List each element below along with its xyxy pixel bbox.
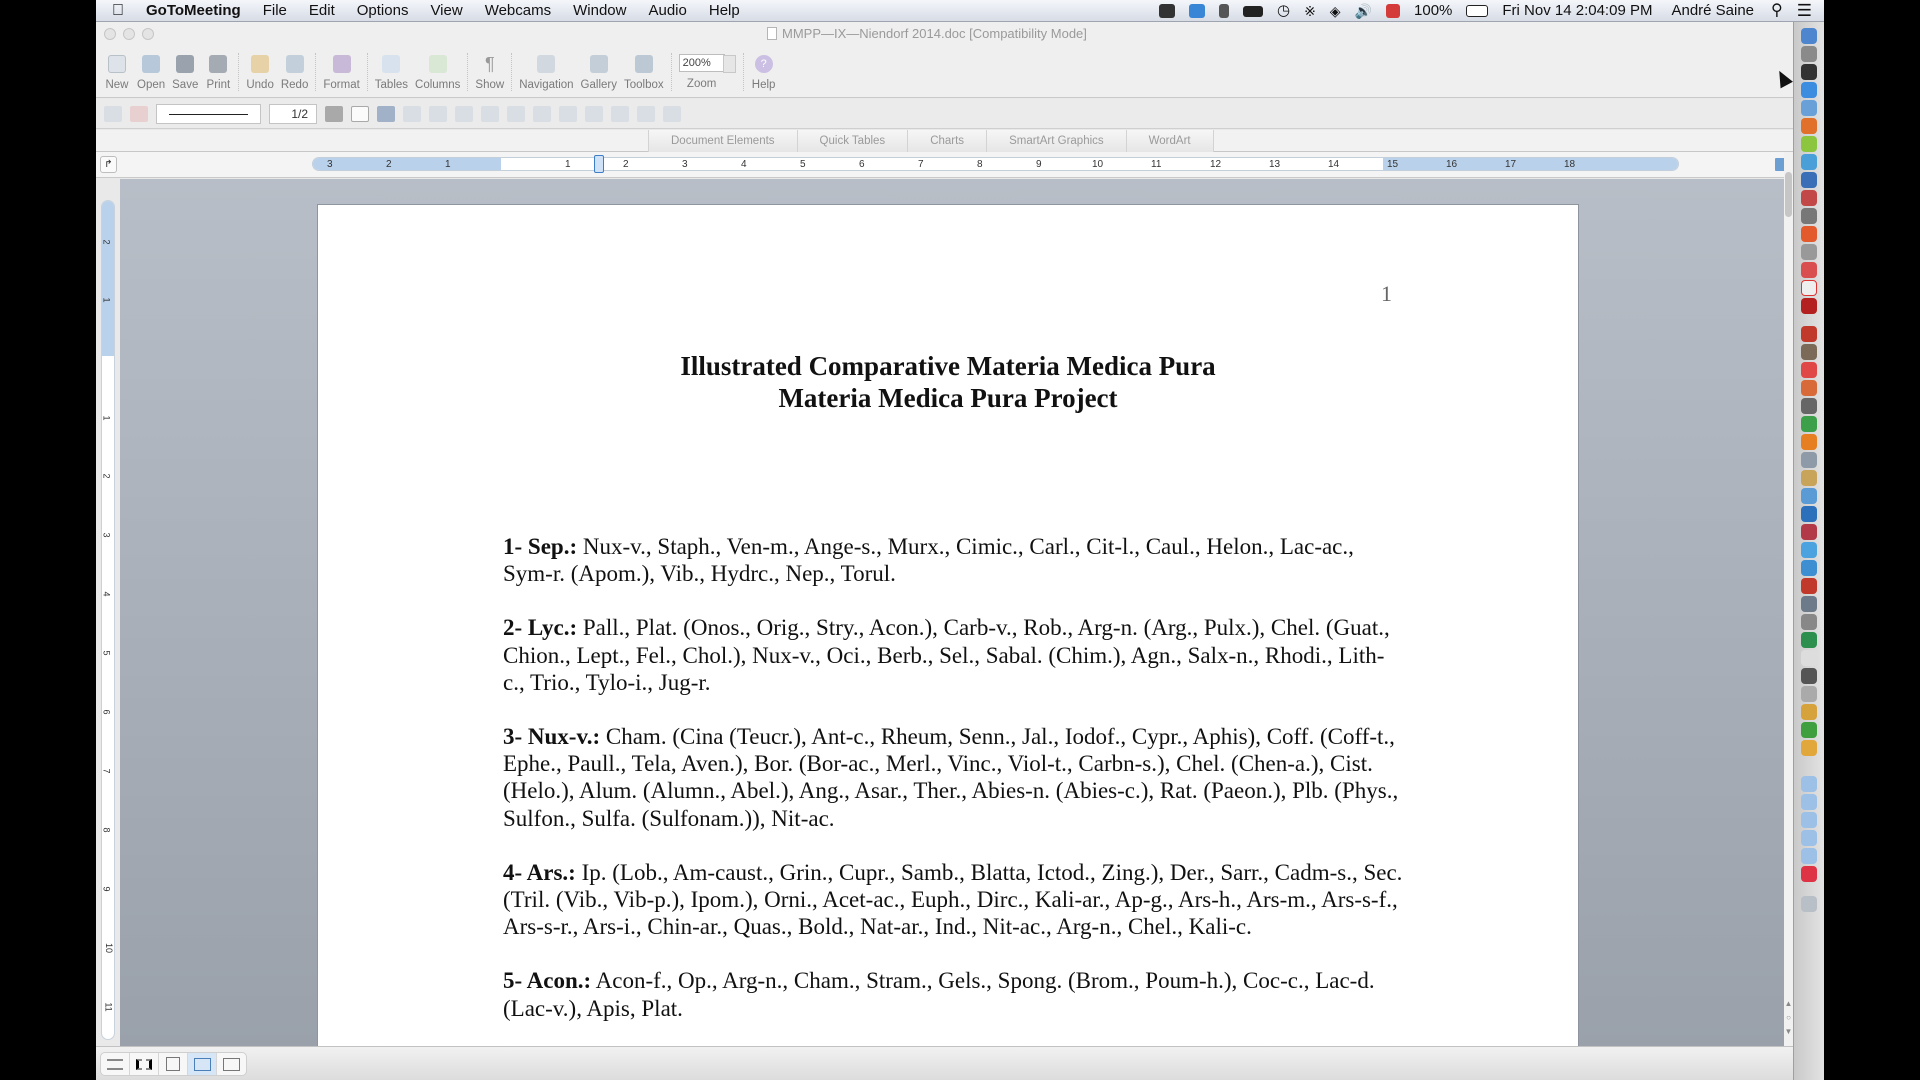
app-icon[interactable] bbox=[1801, 506, 1817, 522]
print-layout-icon bbox=[194, 1058, 211, 1071]
ruler-label: 8 bbox=[101, 827, 112, 833]
window-title-text: MMPP—IX—Niendorf 2014.doc [Compatibility Mode] bbox=[782, 26, 1087, 41]
user-name[interactable]: André Saine bbox=[1671, 2, 1755, 19]
text-direction-icon[interactable] bbox=[585, 106, 603, 122]
gallery-icon bbox=[590, 55, 608, 73]
toolbox-button[interactable]: Toolbox bbox=[624, 48, 664, 91]
toolbar-separator bbox=[315, 53, 316, 91]
folder-icon[interactable] bbox=[1801, 812, 1817, 828]
right-margin-region bbox=[1383, 158, 1679, 171]
border-color-icon[interactable] bbox=[325, 106, 343, 122]
remedy-text: Pall., Plat. (Onos., Orig., Stry., Acon.), Carb-v., Rob., Arg-n. (Arg., Pulx.), Chel. (Guat., Chion., Lept., Fel., Chol.), Nux-v., Oci., Berb., Sel., Sabal. (Chim.), Agn., Salx-n., Rhodi., Lith-c., Trio., Tylo-i., Jug-r. bbox=[503, 615, 1390, 695]
document-body[interactable] bbox=[503, 533, 1403, 1049]
format-button[interactable]: Format bbox=[323, 48, 359, 91]
notification-center-icon[interactable]: ☰ bbox=[1796, 1, 1812, 20]
page-number: 1 bbox=[1381, 281, 1392, 306]
ruler-label: 1 bbox=[445, 159, 451, 170]
open-button[interactable]: Open bbox=[137, 48, 165, 91]
document-icon bbox=[767, 27, 777, 40]
ribbon bbox=[96, 130, 1793, 152]
remedy-heading: 4- Ars.: bbox=[503, 859, 576, 885]
remedy-paragraph bbox=[503, 614, 1403, 696]
ruler-label: 6 bbox=[859, 159, 865, 170]
tab-wordart[interactable]: WordArt bbox=[1126, 130, 1214, 152]
tab-stop-selector[interactable]: ↱ bbox=[100, 156, 117, 173]
save-button[interactable]: Save bbox=[172, 48, 198, 91]
previous-page-icon[interactable]: ▲ bbox=[1784, 999, 1793, 1008]
draft-view-icon bbox=[107, 1059, 123, 1070]
menu-file[interactable]: File bbox=[262, 1, 287, 19]
new-button[interactable]: New bbox=[104, 48, 130, 91]
borders-icon[interactable] bbox=[351, 106, 369, 122]
browse-controls bbox=[1784, 997, 1793, 1039]
ruler-label: 5 bbox=[101, 650, 112, 656]
ruler-label: 10 bbox=[104, 942, 115, 954]
bluetooth-icon[interactable]: ※ bbox=[1304, 3, 1316, 19]
ruler-label: 2 bbox=[623, 159, 629, 170]
new-document-icon bbox=[108, 55, 126, 73]
app-icon[interactable] bbox=[1801, 542, 1817, 558]
app-icon[interactable] bbox=[1801, 416, 1817, 432]
formatting-toolbar bbox=[96, 99, 1793, 129]
trash-icon[interactable] bbox=[1801, 896, 1817, 912]
ruler-label: 7 bbox=[918, 159, 924, 170]
ruler-label: 3 bbox=[101, 532, 112, 538]
app-icon[interactable] bbox=[1801, 452, 1817, 468]
shading-icon[interactable] bbox=[377, 106, 395, 122]
standard-toolbar bbox=[96, 48, 1793, 98]
apple-menu-icon[interactable] bbox=[96, 2, 140, 20]
ruler-label: 5 bbox=[800, 159, 806, 170]
menu-audio[interactable]: Audio bbox=[648, 1, 687, 19]
wifi-icon[interactable]: ◈ bbox=[1329, 3, 1341, 19]
app-icon[interactable] bbox=[1801, 614, 1817, 630]
help-button[interactable]: ? Help bbox=[751, 48, 777, 91]
next-page-icon[interactable]: ▼ bbox=[1784, 1027, 1793, 1036]
remedy-text: Cham. (Cina (Teucr.), Ant-c., Rheum, Senn., Jal., Iodof., Cypr., Aphis), Coff. (Coff-t., Ephe., Paull., Tela, Aven.), Bor. (Bor-ac., Merl., Vinc., Viol-t., Carbn-s.), Chel. (Chen-a.), Cist. (Helo.), Alum. (Alumn., Abel.), Ang., Asar., Ther., Abies-n. (Abies-c.), Rat. (Paeon.), Plb. (Phys., Sulfon., Sulfa. (Sulfonam.)), Nit-ac. bbox=[503, 724, 1399, 831]
pilcrow-icon: ¶ bbox=[484, 53, 495, 74]
app-icon[interactable] bbox=[1801, 226, 1817, 242]
draft-view-button[interactable] bbox=[101, 1053, 130, 1075]
toolbar-separator bbox=[238, 53, 239, 91]
ruler-label: 16 bbox=[1446, 159, 1458, 170]
input-source-flag-icon[interactable] bbox=[1379, 0, 1407, 22]
notebook-layout-icon bbox=[223, 1058, 240, 1071]
time-machine-icon[interactable]: ◷ bbox=[1276, 2, 1291, 19]
ruler-label: 1 bbox=[101, 297, 112, 303]
word-icon[interactable] bbox=[1801, 172, 1817, 188]
remedy-paragraph bbox=[503, 723, 1403, 832]
ruler-label: 10 bbox=[1092, 159, 1104, 170]
distribute-columns-icon[interactable] bbox=[533, 106, 551, 122]
horizontal-ruler[interactable] bbox=[312, 157, 1679, 171]
print-button[interactable]: Print bbox=[205, 48, 231, 91]
navigation-button[interactable]: Navigation bbox=[519, 48, 573, 91]
checkmark-app-icon[interactable] bbox=[1152, 0, 1182, 22]
columns-icon bbox=[429, 55, 447, 73]
app-icon[interactable] bbox=[1801, 740, 1817, 756]
ruler-label: 13 bbox=[1269, 159, 1281, 170]
help-icon: ? bbox=[755, 55, 773, 73]
ruler-label: 3 bbox=[327, 159, 333, 170]
eraser-icon[interactable] bbox=[130, 106, 148, 122]
ruler-label: 15 bbox=[1387, 159, 1399, 170]
acrobat-icon[interactable] bbox=[1801, 280, 1817, 296]
app-icon[interactable] bbox=[1801, 208, 1817, 224]
toolbox-icon bbox=[635, 55, 653, 73]
left-margin-region bbox=[313, 158, 501, 171]
app-icon[interactable] bbox=[1801, 524, 1817, 540]
document-page[interactable] bbox=[318, 205, 1578, 1080]
ruler-label: 4 bbox=[101, 591, 112, 597]
app-icon[interactable] bbox=[1801, 362, 1817, 378]
ruler-label: 2 bbox=[101, 473, 112, 479]
window-title-bar bbox=[96, 22, 1793, 48]
autoformat-icon[interactable] bbox=[559, 106, 577, 122]
app-icon[interactable] bbox=[1801, 398, 1817, 414]
view-switcher bbox=[100, 1052, 247, 1076]
redo-icon bbox=[286, 55, 304, 73]
scrollbar-thumb[interactable] bbox=[1785, 172, 1792, 217]
finder-icon[interactable] bbox=[1801, 28, 1817, 44]
align-icon[interactable] bbox=[481, 106, 499, 122]
tab-charts[interactable]: Charts bbox=[907, 130, 986, 152]
ruler-label: 14 bbox=[1328, 159, 1340, 170]
window-title bbox=[767, 26, 1087, 41]
print-icon bbox=[209, 55, 227, 73]
print-layout-view-button[interactable] bbox=[188, 1053, 217, 1075]
app-icon[interactable] bbox=[1801, 344, 1817, 360]
title-line-2: Materia Medica Pura Project bbox=[778, 383, 1118, 413]
remedy-heading: 2- Lyc.: bbox=[503, 615, 578, 641]
app-icon[interactable] bbox=[1801, 650, 1817, 666]
menu-help[interactable]: Help bbox=[708, 1, 740, 19]
app-icon[interactable] bbox=[1801, 560, 1817, 576]
menu-app-name[interactable]: GoToMeeting bbox=[146, 1, 241, 19]
top-margin-region bbox=[102, 201, 115, 356]
safari-icon[interactable] bbox=[1801, 82, 1817, 98]
ruler-row bbox=[96, 152, 1793, 178]
toolbar-separator bbox=[367, 53, 368, 91]
window-controls bbox=[104, 28, 154, 40]
menu-webcams[interactable]: Webcams bbox=[484, 1, 552, 19]
tables-button[interactable]: Tables bbox=[375, 48, 408, 91]
undo-button[interactable]: Undo bbox=[246, 48, 274, 91]
remedy-paragraph bbox=[503, 533, 1403, 587]
document-canvas[interactable] bbox=[120, 179, 1784, 1046]
ruler-label: 11 bbox=[103, 1002, 114, 1012]
merge-cells-icon[interactable] bbox=[429, 106, 447, 122]
publishing-layout-view-button[interactable] bbox=[159, 1053, 188, 1075]
toolbar-separator bbox=[671, 53, 672, 91]
battery-icon[interactable] bbox=[1459, 0, 1495, 22]
open-folder-icon bbox=[142, 55, 160, 73]
select-browse-object-icon[interactable]: ○ bbox=[1786, 1013, 1791, 1022]
ruler-label: 11 bbox=[1151, 159, 1162, 170]
split-cells-icon[interactable] bbox=[455, 106, 473, 122]
folder-icon[interactable] bbox=[1801, 830, 1817, 846]
ruler-label: 12 bbox=[1210, 159, 1222, 170]
ruler-label: 2 bbox=[101, 239, 112, 245]
publishing-layout-icon bbox=[166, 1057, 180, 1071]
app-icon[interactable] bbox=[1801, 380, 1817, 396]
ruler-label: 6 bbox=[101, 709, 112, 715]
tab-document-elements[interactable]: Document Elements bbox=[648, 130, 797, 152]
app-icon[interactable] bbox=[1801, 704, 1817, 720]
app-icon[interactable] bbox=[1801, 596, 1817, 612]
ruler-label: 1 bbox=[565, 159, 571, 170]
vertical-scrollbar[interactable] bbox=[1784, 152, 1793, 1046]
distribute-rows-icon[interactable] bbox=[507, 106, 525, 122]
notebook-layout-view-button[interactable] bbox=[217, 1053, 246, 1075]
app-icon[interactable] bbox=[1801, 470, 1817, 486]
outline-view-button[interactable] bbox=[130, 1053, 159, 1075]
ruler-label: 1 bbox=[101, 415, 112, 421]
remedy-paragraph bbox=[503, 967, 1403, 1021]
sort-ascending-icon[interactable] bbox=[611, 106, 629, 122]
ruler-label: 18 bbox=[1564, 159, 1576, 170]
table-icon bbox=[382, 55, 400, 73]
columns-button[interactable]: Columns bbox=[415, 48, 460, 91]
app-icon[interactable] bbox=[1801, 866, 1817, 882]
battery-meter-icon[interactable] bbox=[1236, 0, 1270, 22]
first-line-indent-marker[interactable] bbox=[594, 155, 604, 173]
app-icon[interactable] bbox=[1801, 686, 1817, 702]
app-icon[interactable] bbox=[1801, 578, 1817, 594]
firefox-icon[interactable] bbox=[1801, 118, 1817, 134]
vertical-ruler[interactable] bbox=[101, 200, 115, 1040]
zoom-control[interactable]: 200% Zoom bbox=[679, 48, 725, 90]
zoom-select[interactable]: 200% bbox=[679, 54, 725, 72]
navigation-pane-icon bbox=[537, 55, 555, 73]
ruler-label: 7 bbox=[101, 768, 112, 774]
app-icon[interactable] bbox=[1801, 488, 1817, 504]
remedy-heading: 3- Nux-v.: bbox=[503, 724, 601, 750]
ruler-label: 17 bbox=[1505, 159, 1517, 170]
app-icon[interactable] bbox=[1801, 668, 1817, 684]
remedy-text: Acon-f., Op., Arg-n., Cham., Stram., Gels., Spong. (Brom., Poum-h.), Coc-c., Lac-d. (Lac-v.), Apis, Plat. bbox=[503, 968, 1375, 1021]
clock[interactable]: Fri Nov 14 2:04:09 PM bbox=[1502, 2, 1653, 19]
app-icon[interactable] bbox=[1801, 434, 1817, 450]
app-icon[interactable] bbox=[1801, 64, 1817, 80]
dashboard-icon[interactable] bbox=[1801, 46, 1817, 62]
ruler-label: 9 bbox=[1036, 159, 1042, 170]
sort-descending-icon[interactable] bbox=[637, 106, 655, 122]
app-icon[interactable] bbox=[1801, 244, 1817, 260]
ruler-label: 2 bbox=[386, 159, 392, 170]
close-window-button[interactable] bbox=[104, 28, 116, 40]
remedy-paragraph bbox=[503, 859, 1403, 941]
insert-table-icon[interactable] bbox=[403, 106, 421, 122]
app-icon[interactable] bbox=[1801, 326, 1817, 342]
toolbar-separator bbox=[467, 53, 468, 91]
outline-view-icon bbox=[136, 1059, 152, 1070]
app-icon[interactable] bbox=[1801, 136, 1817, 152]
filezilla-icon[interactable] bbox=[1801, 298, 1817, 314]
toolbar-separator bbox=[511, 53, 512, 91]
format-brush-icon bbox=[333, 55, 351, 73]
tab-smartart-graphics[interactable]: SmartArt Graphics bbox=[986, 130, 1126, 152]
app-icon[interactable] bbox=[1801, 632, 1817, 648]
battery-percent[interactable]: 100% bbox=[1414, 2, 1453, 19]
save-icon bbox=[176, 55, 194, 73]
teamviewer-icon[interactable] bbox=[1182, 0, 1212, 22]
folder-icon[interactable] bbox=[1801, 848, 1817, 864]
gallery-button[interactable]: Gallery bbox=[581, 48, 617, 91]
status-bar bbox=[96, 1046, 1793, 1080]
undo-icon bbox=[251, 55, 269, 73]
folder-icon[interactable] bbox=[1801, 776, 1817, 792]
screen bbox=[96, 0, 1824, 1080]
folder-icon[interactable] bbox=[1801, 794, 1817, 810]
ruler-label: 4 bbox=[741, 159, 747, 170]
remedy-heading: 5- Acon.: bbox=[503, 968, 592, 994]
remedy-text: Ip. (Lob., Am-caust., Grin., Cupr., Samb., Blatta, Ictod., Zing.), Der., Sarr., Cadm-s., Sec. (Tril. (Vib., Vib-p.), Ipom.), Orni., Acet-ac., Euph., Dirc., Kali-ar., Ap-g., Ars-h., Ars-m., Ars-s-f., Ars-s-r., Ars-i., Chin-ar., Quas., Bold., Nat-ar., Ind., Nit-ac., Arg-n., Chel., Kali-c. bbox=[503, 859, 1403, 940]
menu-bar bbox=[96, 0, 1824, 22]
draw-table-icon[interactable] bbox=[104, 106, 122, 122]
minimize-window-button[interactable] bbox=[123, 28, 135, 40]
volume-icon[interactable]: 🔊 bbox=[1354, 3, 1373, 19]
mail-icon[interactable] bbox=[1801, 100, 1817, 116]
app-icon[interactable] bbox=[1801, 154, 1817, 170]
app-icon[interactable] bbox=[1801, 262, 1817, 278]
remedy-heading: 1- Sep.: bbox=[503, 534, 578, 559]
flask-icon[interactable] bbox=[1212, 0, 1236, 22]
menu-edit[interactable]: Edit bbox=[308, 1, 335, 19]
spotlight-search-icon[interactable]: ⚲ bbox=[1771, 2, 1783, 19]
ruler-label: 8 bbox=[977, 159, 983, 170]
toolbar-separator bbox=[743, 53, 744, 91]
dock bbox=[1793, 22, 1824, 1080]
remedy-text: Nux-v., Staph., Ven-m., Ange-s., Murx., Cimic., Carl., Cit-l., Caul., Helon., Lac-ac., Sym-r. (Apom.), Vib., Hydrc., Nep., Torul. bbox=[503, 534, 1354, 587]
menu-view[interactable]: View bbox=[430, 1, 463, 19]
menu-options[interactable]: Options bbox=[356, 1, 409, 19]
app-icon[interactable] bbox=[1801, 190, 1817, 206]
ruler-label: 9 bbox=[101, 886, 112, 892]
autosum-icon[interactable] bbox=[663, 106, 681, 122]
redo-button[interactable]: Redo bbox=[281, 48, 309, 91]
show-button[interactable]: ¶ Show bbox=[475, 48, 504, 91]
title-line-1: Illustrated Comparative Materia Medica Pura bbox=[680, 351, 1216, 381]
line-style-select[interactable] bbox=[156, 104, 261, 124]
tab-quick-tables[interactable]: Quick Tables bbox=[797, 130, 908, 152]
ruler-label: 3 bbox=[682, 159, 688, 170]
document-title bbox=[318, 350, 1578, 414]
app-icon[interactable] bbox=[1801, 722, 1817, 738]
menu-window[interactable]: Window bbox=[573, 1, 627, 19]
ribbon-tabs bbox=[648, 130, 1214, 152]
status-menus bbox=[1152, 0, 1824, 22]
line-weight-select[interactable]: 1/2 bbox=[269, 104, 317, 124]
zoom-window-button[interactable] bbox=[142, 28, 154, 40]
